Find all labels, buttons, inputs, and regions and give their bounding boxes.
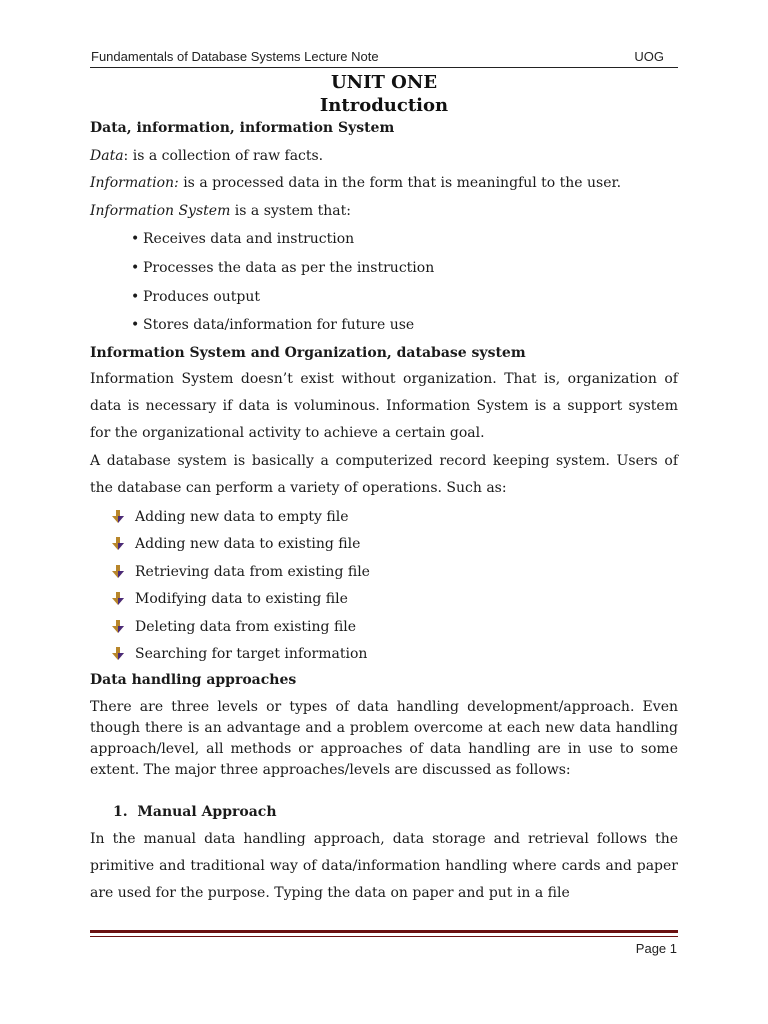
arrow-down-bullet-icon	[112, 565, 125, 579]
term-information: Information:	[90, 175, 179, 191]
paragraph-database-system: A database system is basically a computerized record keeping system. Users of the database can perform a variety of operations. Such as:	[90, 453, 678, 496]
list-item	[131, 230, 354, 248]
section-heading-data-information: Data, information, information System	[90, 120, 395, 136]
page-number: Page 1	[635, 941, 677, 956]
paragraph-data-handling: There are three levels or types of data handling development/approach. Even though there is an advantage and a problem overcome at each new data handling approach/level, all methods or approaches of data handling are in use to some extent. The major three approaches/levels are discussed as follows:	[90, 699, 678, 778]
page-header	[90, 47, 678, 67]
list-item-label: Deleting data from existing file	[135, 619, 357, 635]
bullet-icon: •	[131, 231, 140, 247]
heading-label: Manual Approach	[137, 804, 277, 820]
arrow-down-bullet-icon	[112, 537, 125, 551]
definition-information	[90, 174, 621, 192]
section-heading-data-handling: Data handling approaches	[90, 672, 297, 688]
list-item-label: Searching for target information	[135, 646, 368, 662]
numbered-heading-manual-approach	[113, 803, 277, 821]
list-item	[131, 316, 414, 334]
list-item-label: Receives data and instruction	[143, 231, 355, 247]
definition-information-text: is a processed data in the form that is meaningful to the user.	[178, 175, 622, 191]
list-item	[131, 259, 434, 277]
footer-rule-thin	[90, 936, 678, 937]
arrow-down-bullet-icon	[112, 647, 125, 661]
heading-number: 1.	[113, 804, 128, 820]
unit-subtitle: Introduction	[319, 95, 449, 116]
section-heading-organization: Information System and Organization, database system	[90, 345, 526, 361]
list-item-label: Retrieving data from existing file	[135, 564, 370, 580]
term-information-system: Information System	[90, 203, 231, 219]
list-item-label: Modifying data to existing file	[135, 591, 348, 607]
header-institution: UOG	[634, 49, 664, 64]
arrow-down-bullet-icon	[112, 592, 125, 606]
header-course-title: Fundamentals of Database Systems Lecture Note	[91, 49, 379, 64]
list-item-label: Stores data/information for future use	[143, 317, 415, 333]
definition-information-system-text: is a system that:	[230, 203, 351, 219]
footer-rule-thick	[90, 930, 678, 933]
list-item-label: Adding new data to empty file	[135, 509, 349, 525]
header-rule	[90, 67, 678, 68]
term-data: Data	[90, 148, 124, 164]
definition-data-text: : is a collection of raw facts.	[123, 148, 324, 164]
arrow-down-bullet-icon	[112, 510, 125, 524]
bullet-icon: •	[131, 260, 140, 276]
list-item-label: Adding new data to existing file	[135, 536, 361, 552]
arrow-down-bullet-icon	[112, 620, 125, 634]
definition-information-system	[90, 202, 351, 220]
list-item-label: Produces output	[143, 289, 260, 305]
paragraph-organization: Information System doesn’t exist without organization. That is, organization of data is necessary if data is voluminous. Information System is a support system for the organizational activity to achieve a certain goal.	[90, 371, 678, 441]
list-item	[131, 288, 260, 306]
bullet-icon: •	[131, 317, 140, 333]
definition-data	[90, 147, 323, 165]
list-item-label: Processes the data as per the instruction	[143, 260, 435, 276]
bullet-icon: •	[131, 289, 140, 305]
unit-title: UNIT ONE	[330, 72, 438, 93]
paragraph-manual-approach: In the manual data handling approach, data storage and retrieval follows the primitive and traditional way of data/information handling where cards and paper are used for the purpose. Typing the data on paper and put in a file	[90, 831, 678, 901]
